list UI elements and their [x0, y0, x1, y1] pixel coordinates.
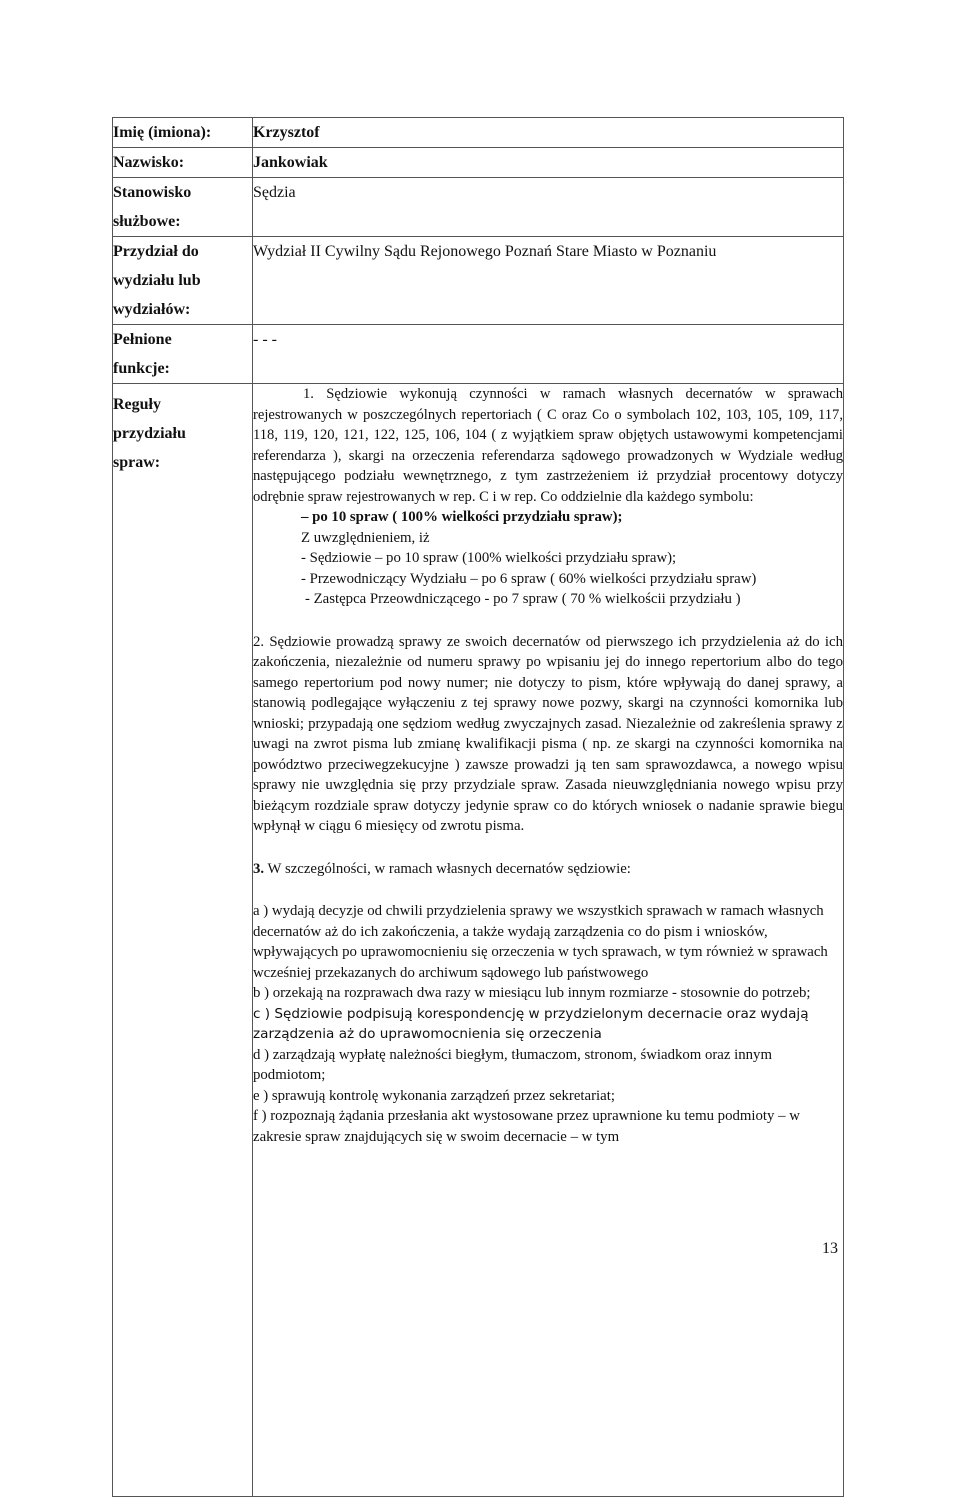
page-number: 13: [822, 1240, 838, 1257]
rule-1-text: 1. Sędziowie wykonują czynności w ramach własnych decernatów w sprawach rejestrowanych w poszczególnych repertoriach ( C oraz Co o symbolach 102, 103, 105, 109, 117, 118, 119, 120, 121, 122, 125, 106, 104 ( z wyjątkiem spraw objętych ustawowymi kompetencjami referendarza ), skargi na orzeczenia referendarza sądowego prowadzonych w Wydziale według następującego podziału wewnętrznego, z tym zastrzeżeniem iż przydział procentowy dotyczy odrębnie spraw rejestrowanych w rep. C i w rep. Co oddzielnie dla każdego symbolu:: [253, 386, 843, 505]
rule-3-list: [253, 901, 843, 1147]
row-label-position: Stanowisko służbowe:: [113, 178, 253, 237]
row-label-functions: Pełnione funkcje:: [113, 325, 253, 384]
row-value-position: Sędzia: [253, 178, 844, 237]
rule-3-intro: [253, 859, 843, 880]
rule-2-text: 2. Sędziowie prowadzą sprawy ze swoich decernatów od pierwszego ich przydzielenia aż do ich zakończenia, niezależnie od numeru sprawy po wpisaniu jej do innego repertorium albo do tego samego repertorium pod nowy numer; nie dotyczy to pism, które wpływają do danej sprawy, a stanowią podlegające wyłączeniu z tej sprawy nowe pozwy, skargi na czynności komornika lub wnioski; przypadają one sędziom według zwyczajnych zasad. Niezależnie od zakreślenia sprawy z uwagi na zwrot pisma lub zmianę kwalifikacji pisma ( np. ze skargi na czynności komornika na powództwo przeciwegzekucyjne ) zawsze prowadzi ją ten sam sprawozdawca, a nowego wpisu sprawy nie uwzględnia się przy przydziale spraw. Zasada nieuwzględniania nowego wpisu przy bieżącym rozdziale spraw dotyczy jedynie spraw co do których wniosek o nadanie sprawie biegu wpłynął w ciągu 6 miesięcy od zwrotu pisma.: [253, 633, 843, 834]
judge-info-table: [112, 117, 844, 1497]
table-row: [113, 325, 844, 384]
table-row: [113, 178, 844, 237]
rules-content: [253, 384, 844, 1497]
row-value-division: Wydział II Cywilny Sądu Rejonowego Poznań Stare Miasto w Poznaniu: [253, 237, 844, 325]
list-item: f ) rozpoznają żądania przesłania akt wystosowane przez uprawnione ku temu podmioty – w zakresie spraw znajdujących się w swoim decernacie – w tym: [253, 1108, 800, 1145]
list-item: b ) orzekają na rozprawach dwa razy w miesiącu lub innym rozmiarze - stosownie do potrzeb;: [253, 985, 811, 1001]
table-row: [113, 118, 844, 148]
document-sheet: [112, 117, 844, 1497]
rule-1-line: - Przewodniczący Wydziału – po 6 spraw ( 60% wielkości przydziału spraw): [301, 570, 757, 587]
rule-1-line: - Zastępca Przeowdniczącego - po 7 spraw ( 70 % wielkościi przydziału ): [305, 591, 741, 607]
list-item: d ) zarządzają wypłatę należności biegłym, tłumaczom, stronom, świadkom oraz innym podmiotom;: [253, 1046, 772, 1083]
table-row: [113, 237, 844, 325]
rule-1-quota: – po 10 spraw ( 100% wielkości przydziału spraw);: [301, 509, 623, 525]
row-value-first-name: Krzysztof: [253, 118, 844, 148]
table-row: [113, 148, 844, 178]
rule-1-line: Z uwzględnieniem, iż: [301, 529, 430, 546]
row-label-last-name: Nazwisko:: [113, 148, 253, 178]
rule-3-number: 3.: [253, 860, 265, 877]
row-label-first-name: Imię (imiona):: [113, 118, 253, 148]
row-label-division: Przydział do wydziału lub wydziałów:: [113, 237, 253, 325]
row-label-rules: Reguły przydziału spraw:: [113, 384, 253, 1497]
list-item: a ) wydają decyzje od chwili przydzielenia sprawy we wszystkich sprawach w ramach własnych decernatów aż do ich zakończenia, a także wydają zarządzenia co do pism i wniosków, wpływających po uprawomocnieniu się orzeczenia w tych sprawach, w tym również w sprawach wcześniej przekazanych do archiwum sądowego lub państwowego: [253, 903, 828, 981]
rule-1-line: - Sędziowie – po 10 spraw (100% wielkości przydziału spraw);: [301, 550, 677, 566]
table-row: [113, 384, 844, 1497]
row-value-last-name: Jankowiak: [253, 148, 844, 178]
row-value-functions: - - -: [253, 325, 844, 384]
rule-1-details: [253, 507, 843, 610]
list-item: e ) sprawują kontrolę wykonania zarządzeń przez sekretariat;: [253, 1087, 615, 1104]
list-item: c ) Sędziowie podpisują korespondencję w przydzielonym decernacie oraz wydają zarządzenia aż do uprawomocnienia się orzeczenia: [253, 1005, 809, 1042]
rule-3-text: W szczególności, w ramach własnych decernatów sędziowie:: [264, 860, 631, 877]
